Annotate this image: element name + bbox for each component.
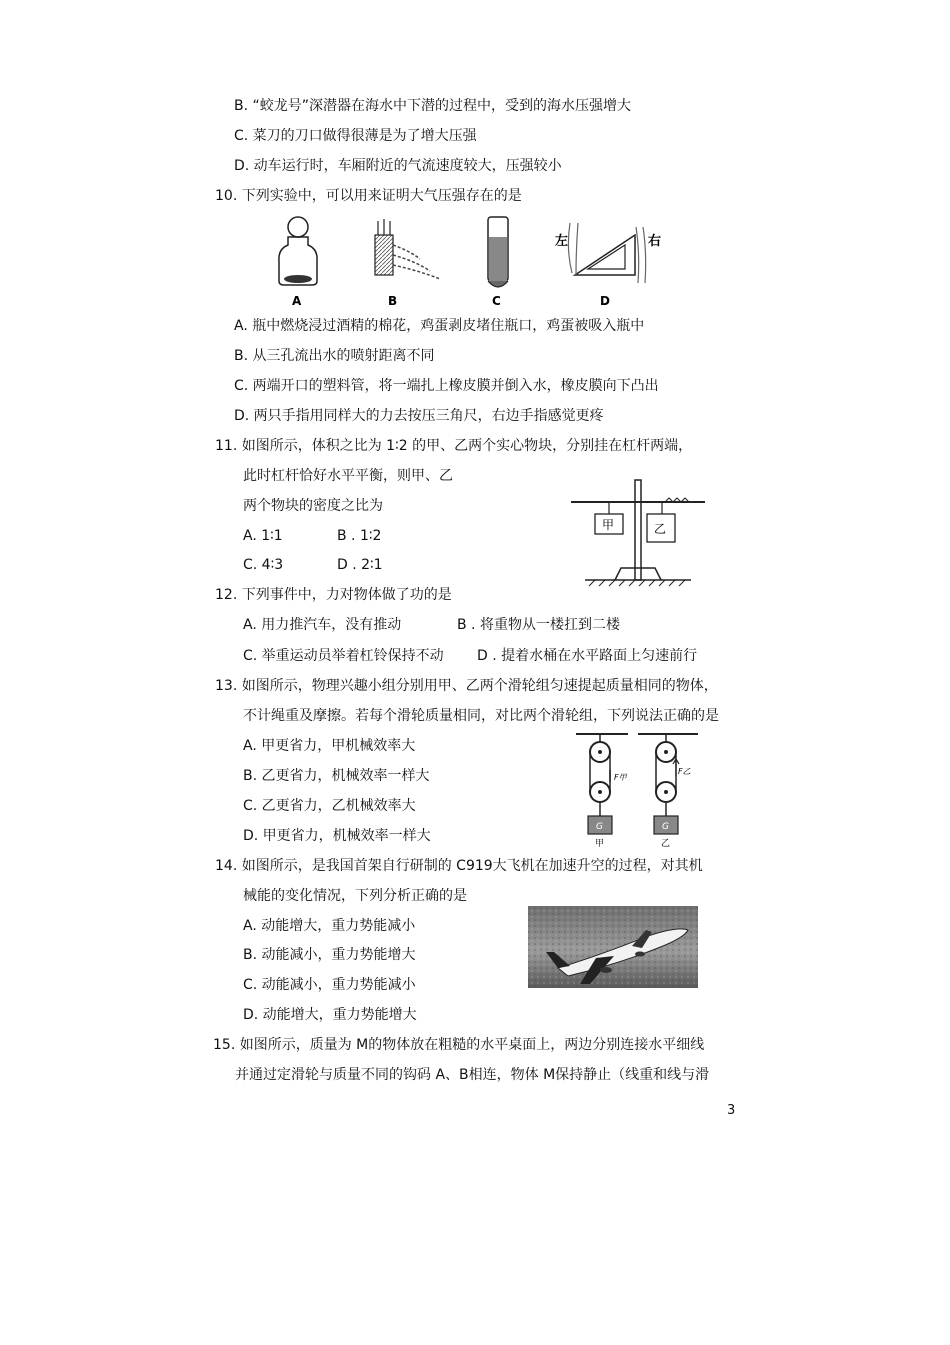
q10-fig-right-label: 右 (648, 234, 662, 249)
q13-stem-line1: 13. 如图所示，物理兴趣小组分别用甲、乙两个滑轮组匀速提起质量相同的物体， (215, 678, 718, 694)
q11-stem-line3: 两个物块的密度之比为 (243, 498, 383, 514)
q9-option-c: C. 菜刀的刀口做得很薄是为了增大压强 (234, 128, 477, 144)
q11-fig-yi: 乙 (654, 522, 667, 536)
q10-fig-d-triangle (568, 223, 645, 283)
q13-fig-yi-label: 乙 (661, 839, 671, 849)
q14-option-c: C. 动能减小，重力势能减小 (243, 977, 416, 993)
q13-fig-f-yi: F乙 (678, 767, 691, 776)
q14-airplane-photo (528, 906, 698, 988)
q10-figure (270, 213, 690, 313)
q10-fig-a-bottle (279, 217, 317, 285)
q14-stem-line2: 械能的变化情况，下列分析正确的是 (243, 888, 467, 904)
q14-option-a: A. 动能增大，重力势能减小 (243, 918, 416, 934)
q13-fig-g-jia: G (596, 822, 603, 832)
q12-option-a: A. 用力推汽车，没有推动 (243, 617, 402, 633)
q13-pulley-yi (654, 734, 679, 834)
q10-fig-label-d: D (600, 294, 610, 308)
q10-fig-label-a: A (292, 294, 302, 308)
q13-fig-g-yi: G (662, 822, 669, 832)
q13-option-a: A. 甲更省力，甲机械效率大 (243, 738, 416, 754)
q13-fig-f-jia: F甲 (614, 773, 627, 782)
q11-lever-figure (565, 476, 710, 591)
q11-option-a: A. 1∶1 (243, 528, 283, 544)
q15-stem-line2: 并通过定滑轮与质量不同的钩码 A、B相连，物体 M保持静止（线重和线与滑 (235, 1067, 710, 1083)
q13-option-c: C. 乙更省力，乙机械效率大 (243, 798, 416, 814)
q14-stem-line1: 14. 如图所示，是我国首架自行研制的 C919大飞机在加速升空的过程，对其机 (215, 858, 703, 874)
q13-option-b: B. 乙更省力，机械效率一样大 (243, 768, 430, 784)
q12-option-d: D . 提着水桶在水平路面上匀速前行 (477, 648, 698, 664)
q12-option-c: C. 举重运动员举着杠铃保持不动 (243, 648, 444, 664)
q10-option-b: B. 从三孔流出水的喷射距离不同 (234, 348, 435, 364)
q9-option-b: B. “蛟龙号”深潜器在海水中下潜的过程中，受到的海水压强增大 (234, 98, 632, 114)
q10-fig-label-b: B (388, 294, 398, 308)
q15-stem-line1: 15. 如图所示，质量为 M的物体放在粗糙的水平桌面上，两边分别连接水平细线 (213, 1037, 705, 1053)
page-number: 3 (727, 1103, 736, 1118)
q10-option-d: D. 两只手指用同样大的力去按压三角尺，右边手指感觉更疼 (234, 408, 604, 424)
q14-option-b: B. 动能减小，重力势能增大 (243, 947, 416, 963)
q10-option-a: A. 瓶中燃烧浸过酒精的棉花，鸡蛋剥皮堵住瓶口，鸡蛋被吸入瓶中 (234, 318, 645, 334)
q14-option-d: D. 动能增大，重力势能增大 (243, 1007, 417, 1023)
q11-stem-line2: 此时杠杆恰好水平平衡，则甲、乙 (243, 468, 453, 484)
q10-fig-c-tube (488, 217, 508, 287)
q11-stem-line1: 11. 如图所示，体积之比为 1∶2 的甲、乙两个实心物块，分别挂在杠杆两端， (215, 438, 693, 454)
q10-fig-b-container (375, 219, 440, 279)
q13-option-d: D. 甲更省力，机械效率一样大 (243, 828, 431, 844)
q12-option-b: B . 将重物从一楼扛到二楼 (457, 617, 620, 633)
q13-stem-line2: 不计绳重及摩擦。若每个滑轮质量相同，对比两个滑轮组，下列说法正确的是 (243, 708, 719, 724)
q13-pulley-jia (588, 734, 612, 834)
q10-option-c: C. 两端开口的塑料管，将一端扎上橡皮膜并倒入水，橡皮膜向下凸出 (234, 378, 659, 394)
q11-option-b: B . 1∶2 (337, 528, 382, 544)
q11-option-d: D . 2∶1 (337, 557, 383, 573)
q11-option-c: C. 4∶3 (243, 557, 284, 573)
q9-option-d: D. 动车运行时，车厢附近的气流速度较大，压强较小 (234, 158, 562, 174)
q10-stem: 10. 下列实验中，可以用来证明大气压强存在的是 (215, 188, 522, 204)
q10-fig-label-c: C (492, 294, 501, 308)
q11-fig-jia: 甲 (602, 518, 615, 532)
q13-pulley-figure (572, 730, 712, 850)
q13-fig-jia-label: 甲 (595, 839, 605, 849)
q12-stem: 12. 下列事件中，力对物体做了功的是 (215, 587, 452, 603)
q10-fig-left-label: 左 (555, 234, 569, 249)
